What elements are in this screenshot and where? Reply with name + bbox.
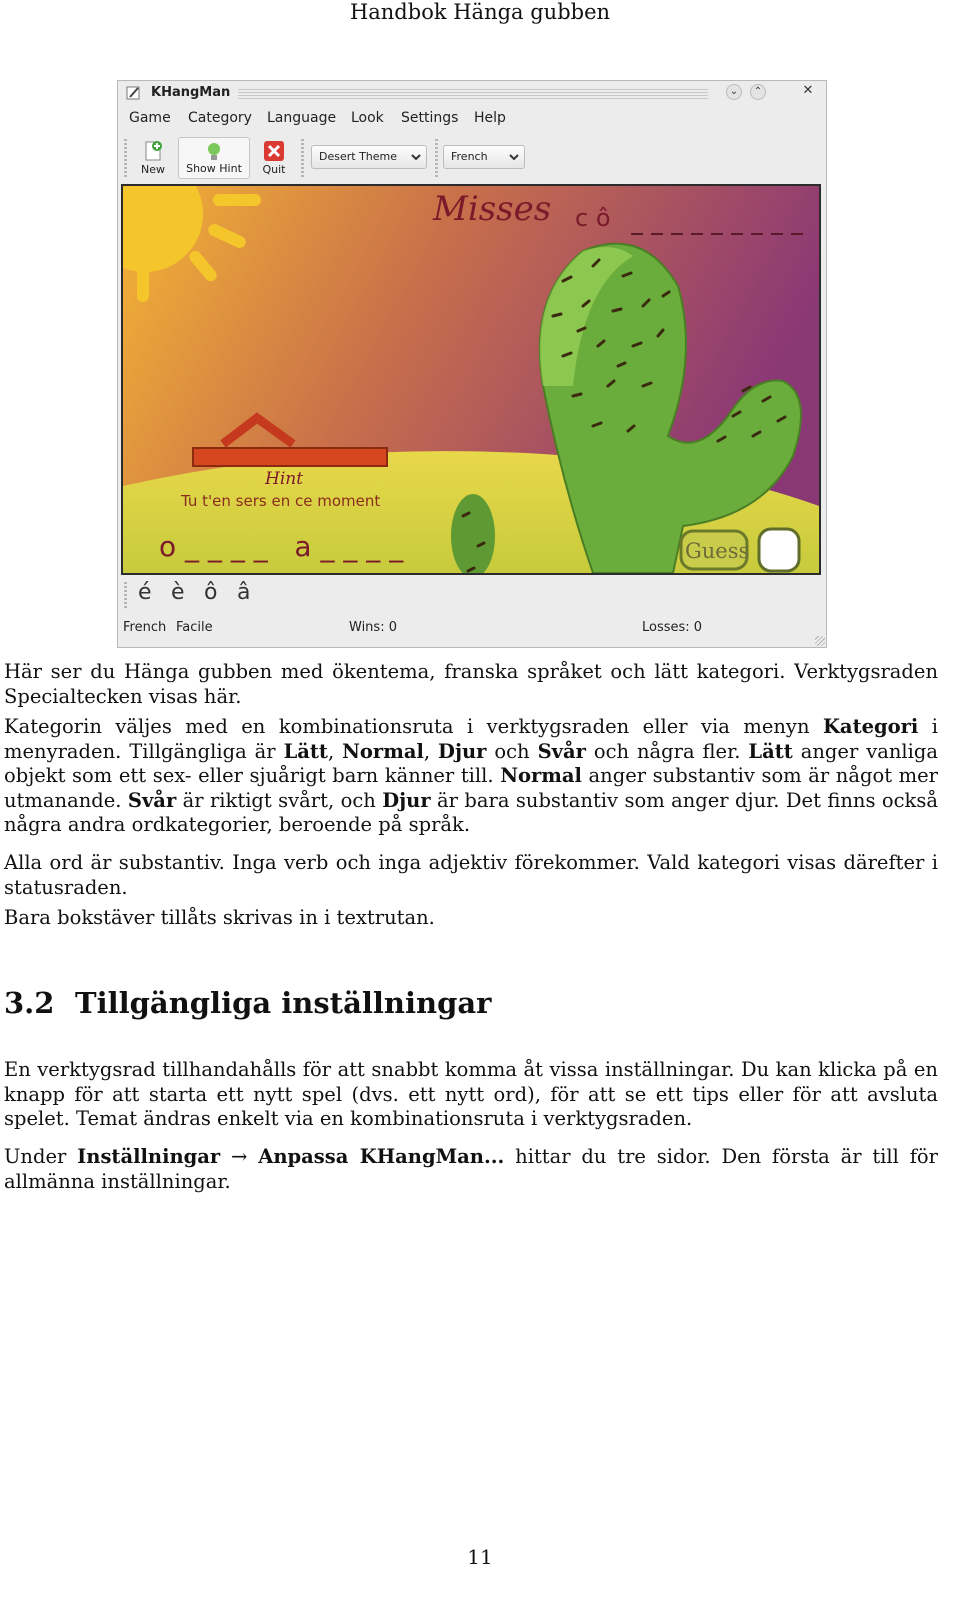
quit-label: Quit (262, 163, 286, 176)
status-category: Facile (176, 620, 213, 635)
theme-combobox[interactable] (311, 145, 427, 169)
special-char-o-circumflex[interactable]: ô (204, 580, 218, 605)
page-number: 11 (467, 1545, 493, 1569)
toolbar-handle[interactable] (124, 582, 127, 608)
new-label: New (141, 163, 165, 176)
status-wins: Wins: 0 (349, 620, 397, 635)
language-combobox[interactable] (443, 145, 525, 169)
guess-button[interactable]: Guess (685, 539, 750, 563)
toolbar-handle[interactable] (301, 139, 304, 177)
chevron-down-icon (410, 151, 422, 163)
minimize-button[interactable]: ⌄ (726, 84, 742, 100)
title-grip (238, 89, 708, 99)
game-canvas (121, 184, 821, 575)
paragraph-categories: Kategorin väljes med en kombinationsruta i verktygsraden eller via menyn Kategori i menyraden. Tillgängliga är Lätt, Normal, Djur och Svår och några fler. Lätt anger vanliga objekt som ett sex- eller sjuårigt barn känner till. Normal anger substantiv som är något mer utmanande. Svår är riktigt svårt, och Djur är bara substantiv som anger djur. Det finns också några andra ordkategorier, beroende på språk. (4, 715, 939, 836)
language-value: French (451, 150, 488, 163)
hint-text: Tu t'en sers en ce moment (181, 492, 381, 510)
section-number: 3.2 (4, 986, 55, 1020)
lightbulb-icon (203, 141, 225, 163)
paragraph-configure: Under Inställningar → Anpassa KHangMan... hittar du tre sidor. Den första är till för allmänna inställningar. (4, 1145, 938, 1193)
misses-label: Misses (433, 189, 552, 229)
close-button[interactable]: ✕ (802, 83, 814, 98)
paragraph-screenshot-caption: Här ser du Hänga gubben med ökentema, franska språket och lätt kategori. Verktygsraden Specialtecken visas här. (4, 660, 938, 708)
paragraph-toolbar-settings: En verktygsrad tillhandahålls för att snabbt komma åt vissa inställningar. Du kan klicka på en knapp för att starta ett nytt spel (dvs. ett nytt ord), för att se ett tips eller för att avsluta spelet. Temat ändras enkelt via en kombinationsruta i verktygsraden. (4, 1058, 938, 1130)
desert-scene (123, 186, 819, 573)
menu-category[interactable]: Category (188, 110, 252, 126)
quit-button[interactable] (256, 137, 292, 179)
resize-grip[interactable] (815, 636, 825, 646)
khangman-window (117, 80, 827, 648)
window-title: KHangMan (151, 85, 231, 100)
paragraph-letters-only: Bara bokstäver tillåts skrivas in i textrutan. (4, 906, 435, 929)
khangman-app-icon (126, 85, 142, 101)
quit-icon (263, 140, 285, 162)
show-hint-label: Show Hint (186, 162, 242, 175)
section-title: Tillgängliga inställningar (75, 986, 492, 1020)
special-characters-toolbar (118, 578, 826, 612)
menu-look[interactable]: Look (351, 110, 384, 126)
show-hint-button[interactable] (178, 137, 250, 179)
toolbar-handle[interactable] (435, 139, 438, 177)
section-heading (4, 986, 491, 1020)
new-document-icon (142, 140, 164, 162)
special-char-e-acute[interactable]: é (138, 580, 152, 605)
guess-input[interactable] (759, 529, 799, 571)
status-losses: Losses: 0 (642, 620, 703, 635)
status-language: French (123, 620, 167, 635)
menu-bar (118, 107, 826, 129)
hint-label: Hint (265, 469, 304, 489)
theme-value: Desert Theme (319, 150, 398, 163)
main-toolbar (118, 133, 826, 183)
title-bar (118, 81, 826, 105)
maximize-button[interactable]: ⌃ (750, 84, 766, 100)
status-bar (118, 615, 826, 647)
menu-settings[interactable]: Settings (401, 110, 459, 126)
word-display: o _ _ _ _ a _ _ _ _ (159, 530, 404, 563)
special-char-e-grave[interactable]: è (171, 580, 185, 605)
chevron-down-icon (508, 151, 520, 163)
special-char-a-circumflex[interactable]: â (237, 580, 251, 605)
menu-game[interactable]: Game (129, 110, 171, 126)
missed-letters: c ô (575, 204, 611, 232)
menu-help[interactable]: Help (474, 110, 506, 126)
toolbar-handle[interactable] (124, 139, 127, 177)
new-button[interactable] (132, 137, 174, 179)
menu-language[interactable]: Language (267, 110, 337, 126)
page-header: Handbok Hänga gubben (349, 0, 611, 24)
paragraph-nouns: Alla ord är substantiv. Inga verb och inga adjektiv förekommer. Vald kategori visas därefter i statusraden. (4, 851, 938, 899)
